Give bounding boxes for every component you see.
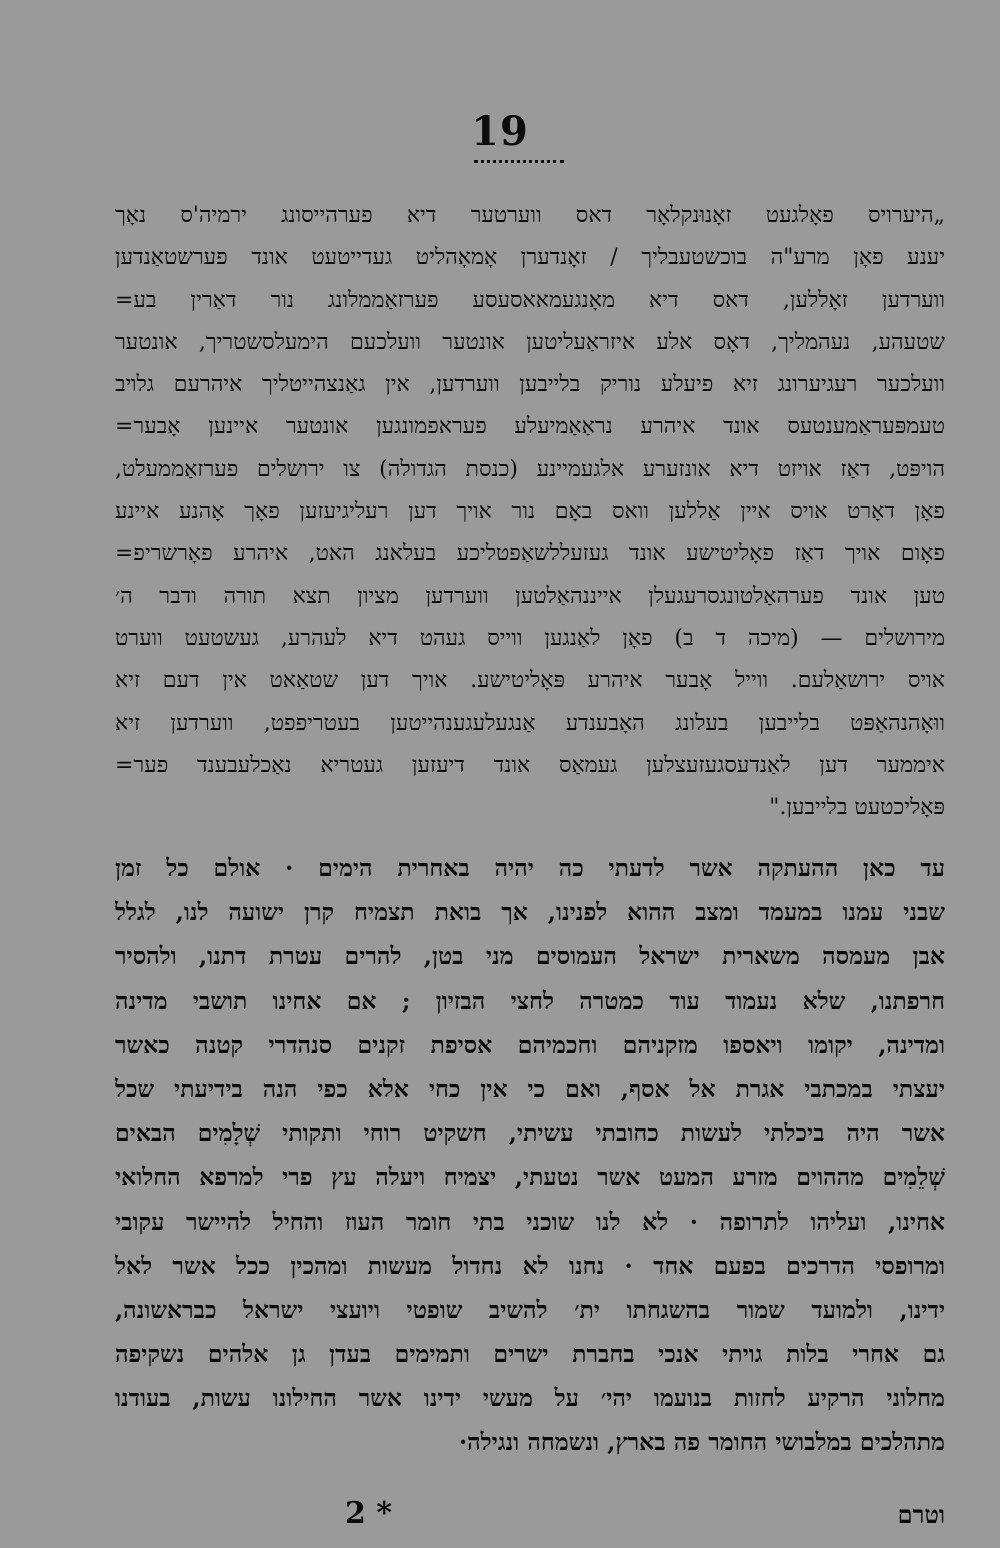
text-line: חרפתנו, שלא נעמוד עוד כמטרה לחצי הבזיון ; אם אחינו תושבי מדינה (115, 986, 945, 1015)
text-line: פאָן דאָרט אויס איין אַללען וואס באָם נור אויך דען רעליגיעזען פאָך אָהנע איינע (115, 499, 945, 525)
text-line: איממער דען לאַנדעסגעזעצלען געמאַס אונד דיעזען געטריא נאַכלעבענד פער= (115, 752, 945, 778)
text-line: הויפּט, דאַז אויזט דיא אונזערע אלגעמיינע (כנסת הגדולה) צו ירושלים פערזאַממעלט, (115, 456, 945, 482)
text-line: מירושלים — (מיכה ד ב) פאָן לאַנגען ווייס געהט דיא לעהרע, געשטעט ווערט (115, 625, 945, 651)
text-line: וועלכער רעגיערונג זיא פיעלע נוריק בלייבען ווערדען, אין גאַנצהייטליך איהרעם גלױב (115, 372, 945, 398)
page-number: 19 (471, 108, 529, 155)
text-line: מתהלכים במלבושי החומר פה בארץ, ונשמחה ונגילה· (458, 1428, 945, 1457)
text-line: עד כאן ההעתקה אשר לדעתי כה יהיה באחרית הימים · אולם כל זמן (115, 854, 945, 882)
text-line: ווּאָהנהאַפּט בלייבען בעלונג האָבענדע אַנגעלעגענהייטען בעטריפפט, ווערדען זיא (115, 710, 945, 736)
text-line: שְׁלֵמִים מההוים מזרע המעט אשר נטעתי, יצמיח ויעלה עץ פרי למרפא החלואי (115, 1163, 945, 1192)
text-line: גם אחרי בלות גויתי אנכי בחברת ישרים ותמימים בעדן גן אלהים נשקיפה (115, 1340, 945, 1369)
text-line: יענע פאָן מרע"ה בוכשטעבליך / זאָנדערן אָמאָהליט געדייטעט אונד פערשטאַנדען (115, 245, 945, 271)
text-line: שטעהע, נעהמליך, דאָס אלע איזראַעליטען אונטער וועלכעם הימעלסשטריך, אונטער (115, 329, 945, 355)
text-line: טען אונד פערהאַלטונגסרעגעלן אייננהאַלטען ווערדען מציון תצא תורה ודבר ה׳ (115, 583, 945, 609)
text-line: מחלוני הרקיע לחזות בנועמו יהי׳ על מעשי ידינו אשר החילונו עשות, בעודנו (115, 1384, 945, 1413)
text-line: אשר היה ביכלתי לעשות כחובתי עשיתי, חשקיט רוחי ותקותי שְׁלָמִים הבאים (115, 1119, 945, 1148)
text-line: פאָום אויך דאַז פאָליטישע אונד געזעללשאַפטליכע בעלאנג האט, איהרע פאָרשריפ= (115, 541, 945, 567)
text-line: ווערדען זאָללען, דאס דיא מאָנגעמאאסעסע פערזאַממלונג נור דאַרין בע= (115, 287, 945, 313)
text-line: אויס ירושאַלעם. ווייל אָבער איהרע פּאָליטישע. אויך דען שטאַאט אין דעם זיא (115, 668, 945, 694)
text-line: שבני עמנו במעמד ומצב ההוא לפנינו, אך בואת תצמיח קרן ישועה לנו, לגלל (115, 898, 945, 927)
text-line: אבן מעמסה משארית ישראל העמוסים מני בטן, להרים עטרת דתנו, ולהסיר (115, 942, 945, 971)
text-line: פּאָליכטעט בלייבען." (769, 795, 945, 821)
text-line: ומרופסי הדרכים בפעם אחד · נחנו לא נחדול מעשות ומהכין ככל אשר לאל (115, 1251, 945, 1280)
text-line: ומדינה, יקומו ויאספו מזקניהם וחכמיהם אסיפת זקנים סנהדרי קטנה כאשר (115, 1030, 945, 1059)
text-line: ידינו, ולמועד שמור בהשגחתו ית׳ להשיב שופטי ויועצי ישראל כבראשונה, (115, 1295, 945, 1324)
yiddish-quotation-paragraph (115, 195, 945, 829)
text-line: אחינו, ועליהו לתרופה · לא לנו שוכני בתי חומר העוז והחיל להיישר עקובי (115, 1207, 945, 1236)
hebrew-paragraph (115, 846, 945, 1465)
text-line: טעמפּעראַמענטעס אונד איהרע נראַאַמיעלע פעראפמונגען אונטער איינען אָבער= (115, 414, 945, 440)
catchword: וטרם (897, 1500, 945, 1529)
text-line: יעצתי במכתבי אגרת אל אסף, ואם כי אין כחי אלא כפי הנה בידיעתי שכל (115, 1074, 945, 1103)
text-line: „היערויס פאָלגעט זאָנוּנקלאָר דאס ווערטער דיא פערהייסונג ירמיה'ס נאָך (115, 203, 945, 228)
printer-signature-mark: 2 * (345, 1496, 393, 1531)
decorative-rule (474, 160, 564, 163)
page-footer (115, 1496, 945, 1540)
